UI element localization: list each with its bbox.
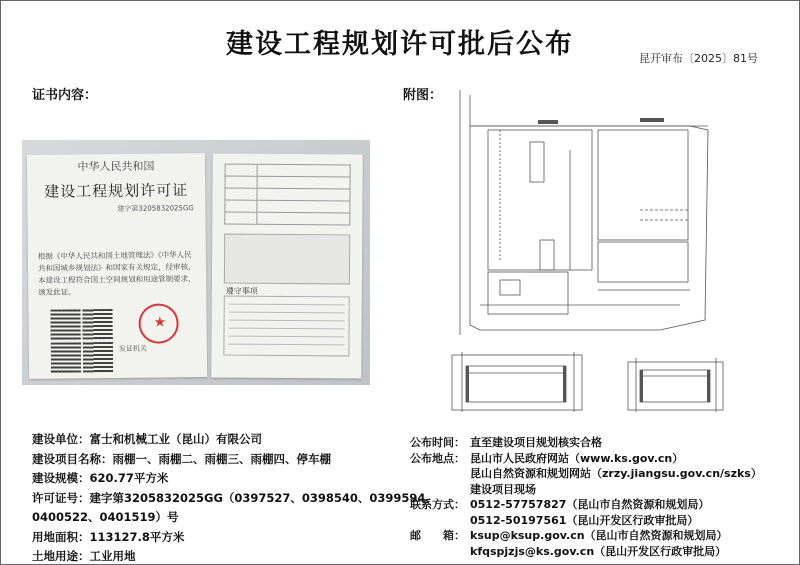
contact-value-2: 0512-50197561（昆山开发区行政审批局） (470, 513, 699, 527)
contact-row (410, 497, 795, 513)
publish-place-label: 公布地点： (410, 451, 465, 465)
certificate-notice-box (223, 296, 349, 357)
contact-value-1: 0512-57757827（昆山市自然资源和规划局） (470, 498, 710, 511)
certificate-attachment-block (224, 234, 350, 285)
publish-place-row-3 (410, 482, 795, 498)
certificate-notice-title: 遵守事项 (225, 286, 258, 296)
certificate-country: 中华人民共和国 (77, 159, 155, 174)
mail-value-2: kfqspjzjs@ks.gov.cn（昆山开发区行政审批局） (470, 544, 727, 558)
cert-content-label: 证书内容： (32, 88, 98, 103)
land-area-value: 113127.8平方米 (89, 529, 185, 544)
qr-code-icon (83, 342, 113, 372)
scale-row (32, 469, 402, 489)
permit-row (32, 489, 437, 509)
scale-label: 建设规模： (32, 471, 90, 485)
mail-value-1: ksup@ksup.gov.cn（昆山市自然资源和规划局） (470, 529, 728, 542)
builder-label: 建设单位： (32, 432, 90, 446)
publish-time-label: 公布时间： (410, 436, 465, 449)
contact-label: 联系方式： (410, 498, 465, 511)
publish-place-gov-site: 昆山市人民政府网站（www.ks.gov.cn） (470, 451, 684, 465)
attachment-label: 附图： (403, 88, 443, 103)
mail-row (410, 528, 795, 544)
qr-code-icon (51, 342, 81, 372)
permit-value: 建字第3205832025GG（0397527、0398540、0399594、 (89, 490, 437, 505)
certificate-detail-page (211, 153, 363, 378)
certificate-photo (22, 140, 370, 385)
project-name-value: 雨棚一、雨棚二、雨棚三、雨棚四、停车棚 (112, 451, 331, 466)
land-area-label: 用地面积： (32, 529, 90, 544)
mail-label: 邮 箱： (410, 529, 465, 542)
official-seal-icon: ★ (138, 303, 178, 343)
certificate-body-text: 根据《中华人民共和国土地管理法》《中华人民共和国城乡规划法》和国家有关规定，经审核，本建设工程符合国土空间规划和用途管制要求，颁发此证。 (37, 250, 196, 297)
project-name-label: 建设项目名称： (32, 451, 113, 466)
certificate-number: 建字第3205832025GG (117, 204, 194, 213)
project-name-row (32, 450, 402, 470)
qr-code-icon (50, 309, 80, 339)
land-use-label: 土地用途： (32, 549, 90, 563)
permit-label: 许可证号： (32, 490, 90, 505)
publish-place-row (410, 451, 795, 467)
page-title: 建设工程规划许可批后公布 (226, 29, 574, 60)
project-info (32, 430, 437, 565)
certificate-title: 建设工程规划许可证 (44, 181, 189, 201)
certificate-front-page (27, 153, 207, 379)
builder-row (32, 430, 402, 450)
document-number: 昆开审布〔2025〕81号 (639, 52, 758, 65)
scale-value: 620.77平方米 (89, 471, 169, 485)
qr-code-icon (82, 309, 112, 339)
site-plan-drawing (440, 90, 770, 420)
mail-row-2 (410, 544, 795, 560)
permit-row-continued (32, 508, 402, 528)
land-area-row (32, 528, 402, 548)
permit-value-continued: 0400522、0401519）号 (32, 510, 179, 524)
land-use-row (32, 547, 402, 565)
publish-time-row (410, 435, 795, 451)
publish-info (410, 435, 795, 559)
publish-place-row-2 (410, 466, 795, 482)
certificate-detail-table (224, 164, 350, 226)
certificate-issuer: 发证机关 (118, 344, 147, 353)
builder-value: 富士和机械工业（昆山）有限公司 (89, 432, 262, 446)
contact-row-2 (410, 513, 795, 529)
land-use-value: 工业用地 (89, 549, 136, 563)
publish-time-value: 直至建设项目规划核实合格 (470, 436, 602, 449)
publish-place-zrzy-site: 昆山自然资源和规划网站（zrzy.jiangsu.gov.cn/szks） (470, 467, 762, 480)
publish-place-site: 建设项目现场 (470, 482, 536, 496)
